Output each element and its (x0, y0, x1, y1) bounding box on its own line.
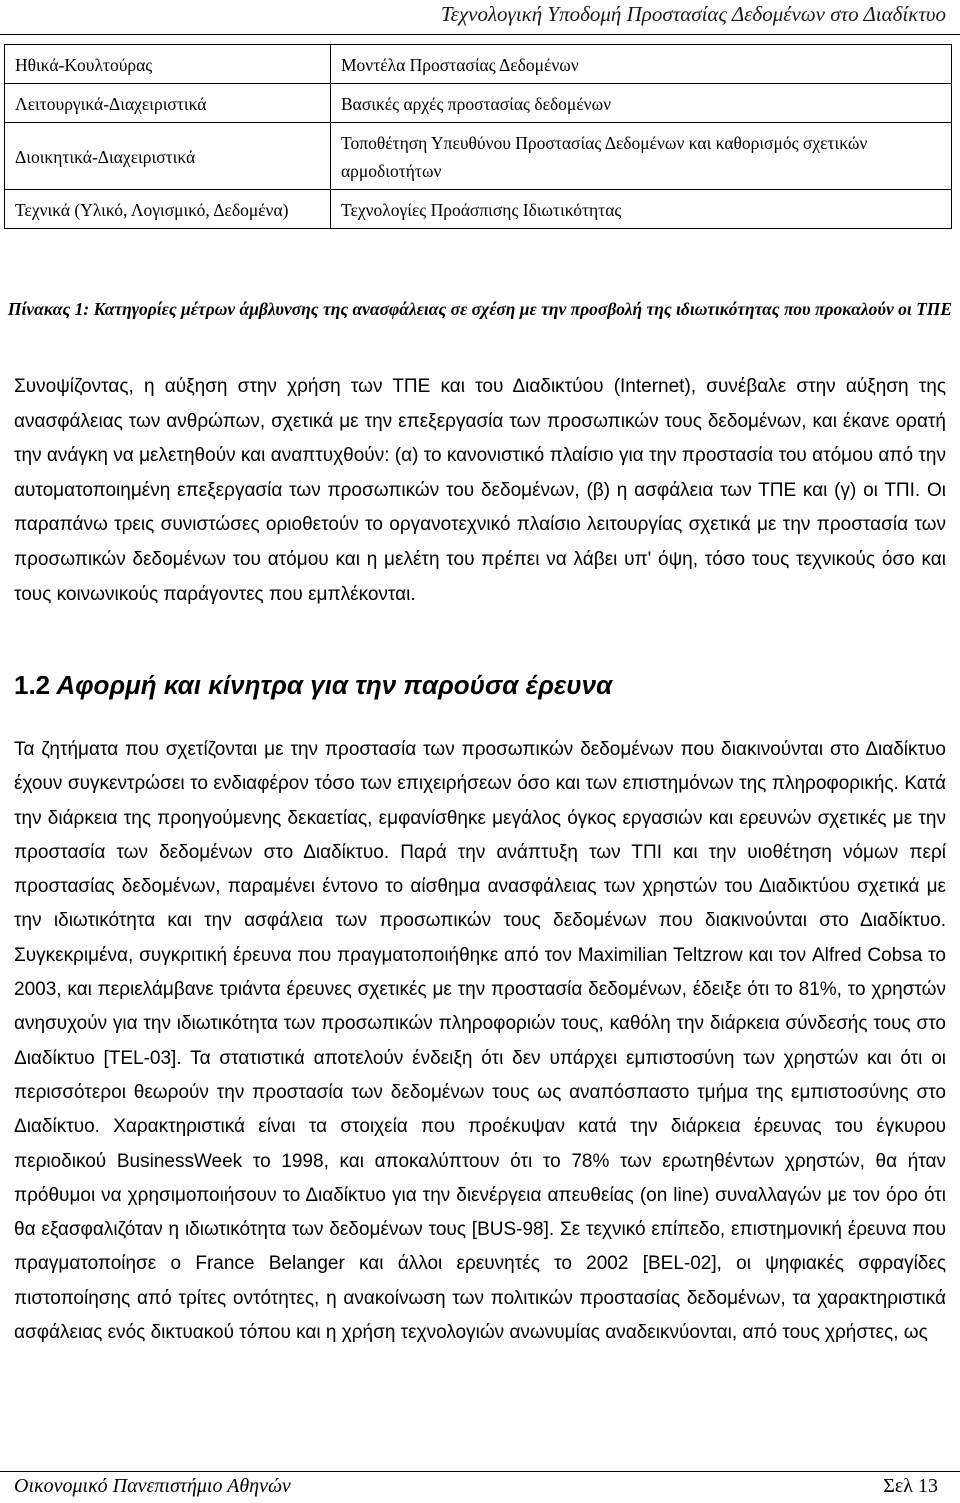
table-row (5, 190, 952, 229)
category-cell: Λειτουργικά-Διαχειριστικά (5, 84, 331, 123)
section-heading (14, 670, 612, 701)
body-paragraph: Συνοψίζοντας, η αύξηση στην χρήση των ΤΠΕ και του Διαδικτύου (Internet), συνέβαλε στην αύξηση της ανασφάλειας των ανθρώπων, σχετικά με την επεξεργασία των προσωπικών τους δεδομένων, και έκανε ορατή την ανάγκη να μελετηθούν και αναπτυχθούν: (α) το κανονιστικό πλαίσιο για την προστασία του ατόμου από την αυτοματοποιημένη επεξεργασία των προσωπικών του δεδομένων, (β) η ασφάλεια των ΤΠΕ και (γ) οι ΤΠΙ. Οι παραπάνω τρεις συνιστώσες οριοθετούν το οργανοτεχνικό πλαίσιο λειτουργίας σχετικά με την προστασία των προσωπικών δεδομένων του ατόμου και η μελέτη του πρέπει να λάβει υπ' όψη, τόσο τους τεχνικούς όσο και τους κοινωνικούς παράγοντες που εμπλέκονται. (14, 376, 946, 605)
categories-table (4, 44, 952, 229)
footer-rule (0, 1471, 960, 1472)
table-row (5, 123, 952, 190)
measure-cell: Τοποθέτηση Υπευθύνου Προστασίας Δεδομένων και καθορισμός σχετικών αρμοδιοτήτων (331, 123, 952, 190)
table-caption: Πίνακας 1: Κατηγορίες μέτρων άμβλυνσης της ανασφάλειας σε σχέση με την προσβολή της ιδιωτικότητας που προκαλούν οι ΤΠΕ (7, 299, 953, 319)
footer-university: Οικονομικό Πανεπιστήμιο Αθηνών (14, 1475, 291, 1497)
body-paragraph: Τα ζητήματα που σχετίζονται με την προστασία των προσωπικών δεδομένων που διακινούνται στο Διαδίκτυο έχουν συγκεντρώσει το ενδιαφέρον τόσο των επιχειρήσεων όσο και των επιστημόνων της πληροφορικής. Κατά την διάρκεια της προηγούμενης δεκαετίας, εμφανίσθηκε μεγάλος όγκος εργασιών και ερευνών σχετικές με την προστασία των δεδομένων στο Διαδίκτυο. Παρά την ανάπτυξη των ΤΠΙ και την υιοθέτηση νόμων περί προστασίας δεδομένων, παραμένει έντονο το αίσθημα ανασφάλειας των χρηστών του Διαδικτύου σχετικά με την ιδιωτικότητα και την ασφάλεια των προσωπικών τους δεδομένων που διακινούνται στο Διαδίκτυο. Συγκεκριμένα, συγκριτική έρευνα που πραγματοποιήθηκε από τον Maximilian Teltzrow και τον Alfred Cobsa το 2003, και περιελάμβανε τριάντα έρευνες σχετικές με την προστασία δεδομένων, έδειξε ότι το 81%, το χρηστών ανησυχούν για την ιδιωτικότητα των προσωπικών πληροφοριών τους, καθόλη την διάρκεια σύνδεσής τους στο Διαδίκτυο [TEL-03]. Τα στατιστικά αποτελούν ένδειξη ότι δεν υπάρχει εμπιστοσύνη των χρηστών και ότι οι περισσότεροι θεωρούν την προστασία των δεδομένων τους ως αναπόσπαστο τμήμα της εμπιστοσύνης στο Διαδίκτυο. Χαρακτηριστικά είναι τα στοιχεία που προέκυψαν κατά την διάρκεια έρευνας του έγκυρου περιοδικού BusinessWeek το 1998, και αποκαλύπτουν ότι το 78% των ερωτηθέντων χρηστών, θα ήταν πρόθυμοι να χρησιμοποιήσουν το Διαδίκτυο για την διενέργεια απευθείας (on line) συναλλαγών με τον όρο ότι θα εξασφαλιζόταν η ιδιωτικότητα των δεδομένων τους [BUS-98]. Σε τεχνικό επίπεδο, επιστημονική έρευνα που πραγματοποίησε ο France Belanger και άλλοι ερευνητές το 2002 [BEL-02], οι ψηφιακές σφραγίδες πιστοποίησης από τρίτες οντότητες, η ανακοίνωση των πολιτικών προστασίας δεδομένων, τα χαρακτηριστικά ασφάλειας ενός δικτυακού τόπου και η χρήση τεχνολογιών ανωνυμίας αναδεικνύονται, από τους χρήστες, ως (14, 739, 946, 1344)
section-number: 1.2 (14, 670, 51, 700)
measure-cell: Μοντέλα Προστασίας Δεδομένων (331, 45, 952, 84)
header-rule (0, 34, 960, 35)
category-cell: Διοικητικά-Διαχειριστικά (5, 123, 331, 190)
category-cell: Τεχνικά (Υλικό, Λογισμικό, Δεδομένα) (5, 190, 331, 229)
category-cell: Ηθικά-Κουλτούρας (5, 45, 331, 84)
section-title: Αφορμή και κίνητρα για την παρούσα έρευνα (56, 670, 613, 700)
table-row (5, 45, 952, 84)
running-header: Τεχνολογική Υποδομή Προστασίας Δεδομένων στο Διαδίκτυο (440, 2, 946, 26)
measure-cell: Βασικές αρχές προστασίας δεδομένων (331, 84, 952, 123)
table-row (5, 84, 952, 123)
page-number: Σελ 13 (883, 1475, 938, 1497)
measure-cell: Τεχνολογίες Προάσπισης Ιδιωτικότητας (331, 190, 952, 229)
